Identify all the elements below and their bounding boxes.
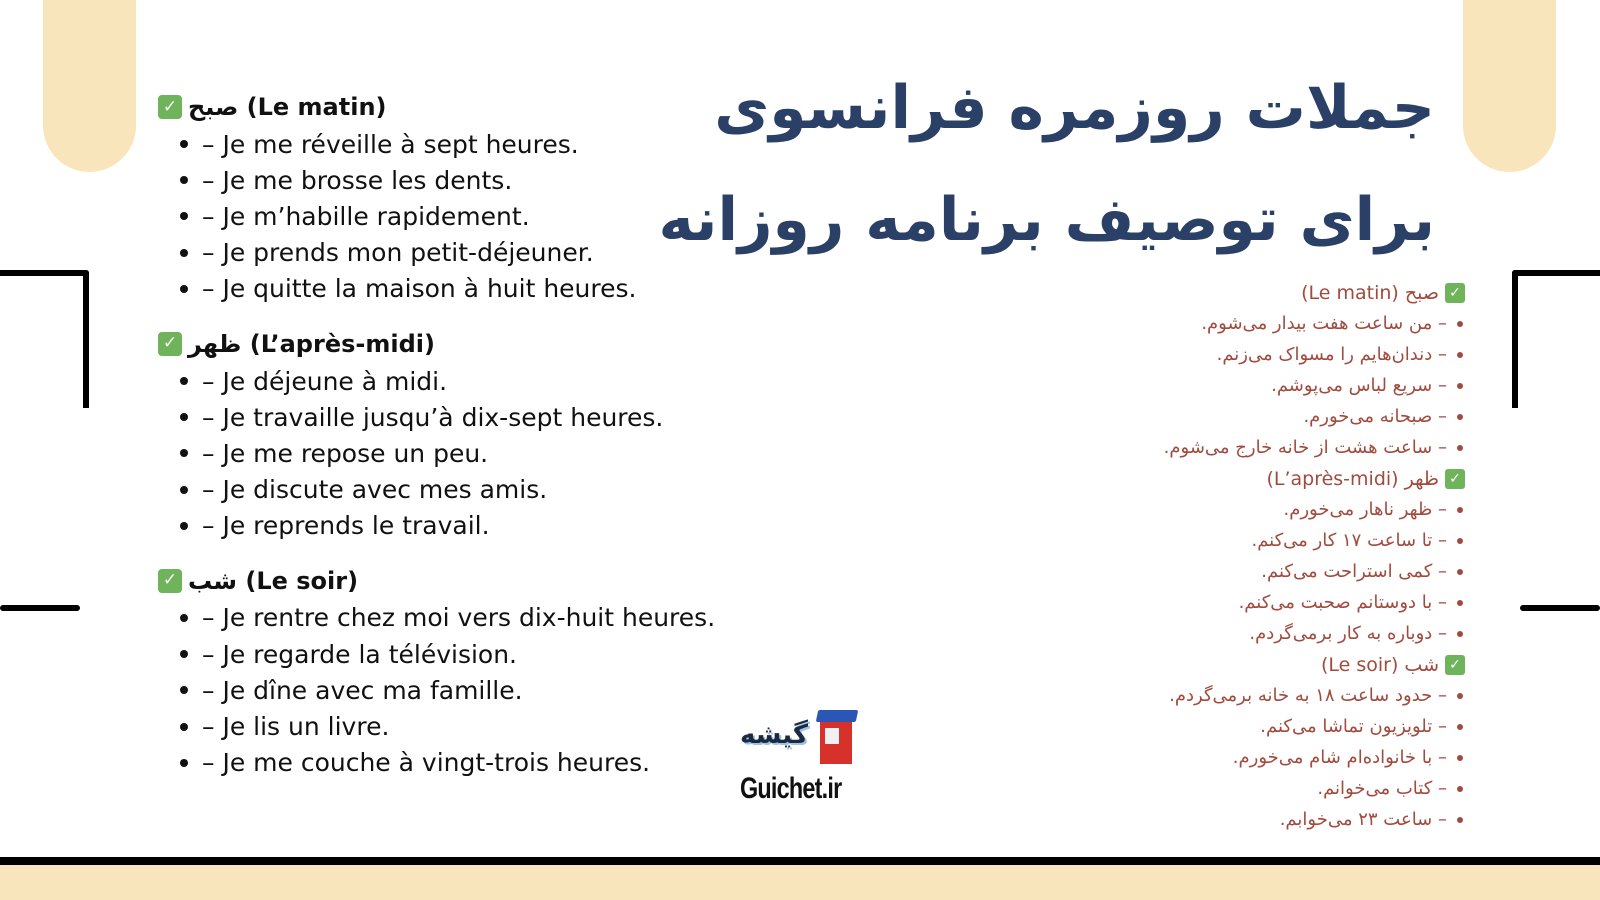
bullet-icon xyxy=(1457,631,1463,637)
bullet-icon xyxy=(1457,569,1463,575)
list-item: – با دوستانم صحبت می‌کنم. xyxy=(1045,587,1465,618)
title-line-2: برای توصیف برنامه روزانه xyxy=(658,185,1435,255)
decorative-bracket-right xyxy=(1512,270,1600,408)
list-item: – Je me réveille à sept heures. xyxy=(180,126,738,162)
french-section-evening xyxy=(158,562,738,781)
list-item: – Je rentre chez moi vers dix-huit heures. xyxy=(180,600,738,636)
check-mark-icon: ✓ xyxy=(1445,283,1465,303)
check-mark-icon: ✓ xyxy=(158,569,182,593)
bullet-icon xyxy=(1457,383,1463,389)
section-heading: ✓ ظهر (L’après-midi) xyxy=(158,325,738,363)
section-heading: ✓ ظهر (L’après-midi) xyxy=(1045,463,1465,494)
check-mark-icon: ✓ xyxy=(1445,469,1465,489)
guichet-logo[interactable] xyxy=(740,708,862,812)
list-item: – Je me couche à vingt-trois heures. xyxy=(180,745,738,781)
list-item: – سریع لباس می‌پوشم. xyxy=(1045,370,1465,401)
check-mark-icon: ✓ xyxy=(158,95,182,119)
decorative-bracket-left xyxy=(0,270,89,408)
bullet-icon xyxy=(180,285,188,293)
bullet-icon xyxy=(1457,321,1463,327)
list-item: – دوباره به کار برمی‌گردم. xyxy=(1045,618,1465,649)
logo-persian-name: گیشه xyxy=(740,720,808,750)
bullet-icon xyxy=(180,614,188,622)
logo-brand-text: Guichet.ir xyxy=(740,772,842,805)
section-heading: ✓ صبح (Le matin) xyxy=(1045,277,1465,308)
bullet-icon xyxy=(1457,817,1463,823)
bottom-divider xyxy=(0,857,1600,865)
section-heading: ✓ شب (Le soir) xyxy=(1045,649,1465,680)
list-item: – صبحانه می‌خورم. xyxy=(1045,401,1465,432)
decorative-pill-right xyxy=(1463,0,1556,172)
section-heading: ✓ شب (Le soir) xyxy=(158,562,738,600)
list-item: – دندان‌هایم را مسواک می‌زنم. xyxy=(1045,339,1465,370)
list-item: – من ساعت هفت بیدار می‌شوم. xyxy=(1045,308,1465,339)
check-mark-icon: ✓ xyxy=(158,332,182,356)
bullet-icon xyxy=(180,176,188,184)
list-item: – Je me repose un peu. xyxy=(180,435,738,471)
list-item: – Je regarde la télévision. xyxy=(180,636,738,672)
list-item: – Je lis un livre. xyxy=(180,708,738,744)
bullet-icon xyxy=(1457,414,1463,420)
decorative-pill-left xyxy=(43,0,136,172)
list-item: – حدود ساعت ۱۸ به خانه برمی‌گردم. xyxy=(1045,680,1465,711)
list-item: – Je travaille jusqu’à dix-sept heures. xyxy=(180,399,738,435)
bullet-icon xyxy=(180,723,188,731)
bullet-icon xyxy=(180,413,188,421)
list-item: – Je m’habille rapidement. xyxy=(180,198,738,234)
check-mark-icon: ✓ xyxy=(1445,655,1465,675)
bullet-icon xyxy=(180,377,188,385)
list-item: – ساعت ۲۳ می‌خوابم. xyxy=(1045,804,1465,835)
persian-column xyxy=(1045,277,1465,835)
page-title xyxy=(659,52,1435,276)
bullet-icon xyxy=(1457,755,1463,761)
bullet-icon xyxy=(1457,352,1463,358)
bullet-icon xyxy=(180,759,188,767)
bullet-icon xyxy=(1457,445,1463,451)
list-item: – Je me brosse les dents. xyxy=(180,162,738,198)
french-column xyxy=(158,88,738,799)
list-item: – Je prends mon petit-déjeuner. xyxy=(180,235,738,271)
bullet-icon xyxy=(180,522,188,530)
bullet-icon xyxy=(180,249,188,257)
bullet-icon xyxy=(180,650,188,658)
list-item: – Je reprends le travail. xyxy=(180,508,738,544)
bullet-icon xyxy=(180,449,188,457)
list-item: – با خانواده‌ام شام می‌خورم. xyxy=(1045,742,1465,773)
bullet-icon xyxy=(180,140,188,148)
bullet-icon xyxy=(1457,507,1463,513)
bullet-icon xyxy=(180,686,188,694)
bottom-band xyxy=(0,865,1600,900)
list-item: – Je quitte la maison à huit heures. xyxy=(180,271,738,307)
decorative-line-right xyxy=(1520,605,1600,611)
bullet-icon xyxy=(1457,600,1463,606)
bullet-icon xyxy=(1457,724,1463,730)
list-item: – ظهر ناهار می‌خورم. xyxy=(1045,494,1465,525)
kiosk-icon xyxy=(817,710,857,764)
bullet-icon xyxy=(1457,693,1463,699)
bullet-icon xyxy=(180,212,188,220)
bullet-icon xyxy=(1457,786,1463,792)
title-line-1: جملات روزمره فرانسوی xyxy=(714,73,1435,143)
list-item: – کمی استراحت می‌کنم. xyxy=(1045,556,1465,587)
list-item: – تا ساعت ۱۷ کار می‌کنم. xyxy=(1045,525,1465,556)
section-heading: ✓ صبح (Le matin) xyxy=(158,88,738,126)
bullet-icon xyxy=(1457,538,1463,544)
list-item: – Je dîne avec ma famille. xyxy=(180,672,738,708)
list-item: – تلویزیون تماشا می‌کنم. xyxy=(1045,711,1465,742)
french-section-morning xyxy=(158,88,738,307)
list-item: – Je déjeune à midi. xyxy=(180,363,738,399)
list-item: – ساعت هشت از خانه خارج می‌شوم. xyxy=(1045,432,1465,463)
list-item: – کتاب می‌خوانم. xyxy=(1045,773,1465,804)
bullet-icon xyxy=(180,486,188,494)
french-section-afternoon xyxy=(158,325,738,544)
decorative-line-left xyxy=(0,605,80,611)
list-item: – Je discute avec mes amis. xyxy=(180,472,738,508)
